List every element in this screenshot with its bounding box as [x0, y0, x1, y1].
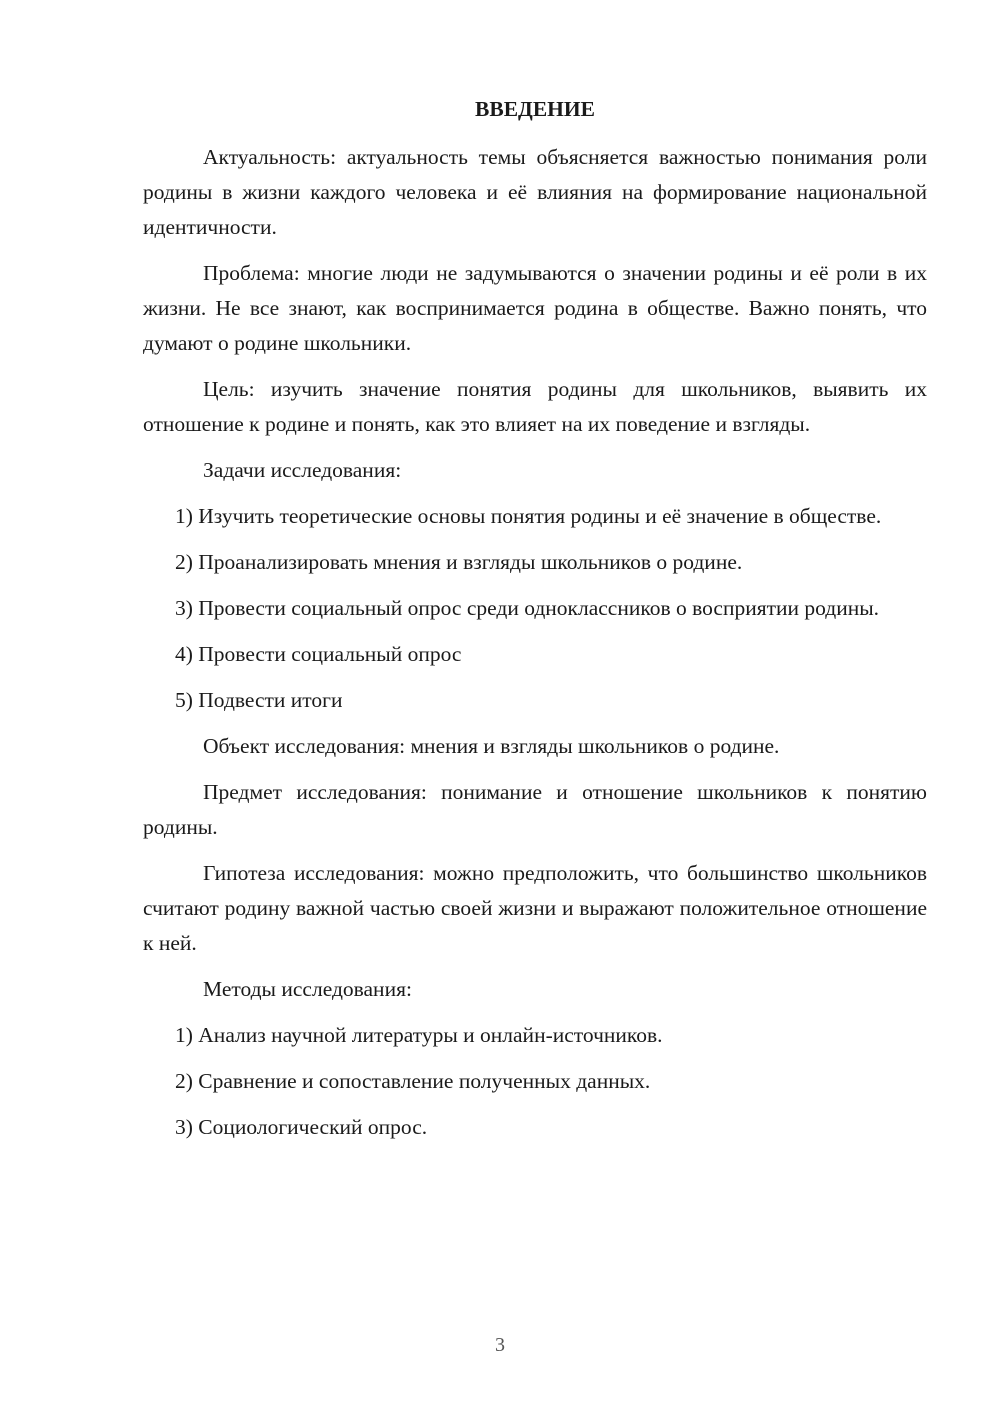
tasks-title: Задачи исследования:: [203, 458, 402, 482]
method-item: 2) Сравнение и сопоставление полученных данных.: [175, 1069, 651, 1093]
task-item: 4) Провести социальный опрос: [175, 642, 462, 666]
task-item: 3) Провести социальный опрос среди одноклассников о восприятии родины.: [175, 596, 880, 620]
page-number: 3: [495, 1334, 505, 1356]
page-content: [143, 92, 927, 1156]
method-item: 3) Социологический опрос.: [175, 1115, 428, 1139]
relevance-paragraph: Актуальность: актуальность темы объясняется важностью понимания роли родины в жизни каждого человека и её влияния на формирование национальной идентичности.: [143, 145, 927, 239]
problem-paragraph: Проблема: многие люди не задумываются о значении родины и её роли в их жизни. Не все знают, как воспринимается родина в обществе. Важно понять, что думают о родине школьники.: [143, 261, 927, 355]
goal-paragraph: Цель: изучить значение понятия родины для школьников, выявить их отношение к родине и понять, как это влияет на их поведение и взгляды.: [143, 377, 927, 436]
methods-title: Методы исследования:: [203, 977, 412, 1001]
section-heading: ВВЕДЕНИЕ: [475, 97, 595, 121]
task-item: 1) Изучить теоретические основы понятия родины и её значение в обществе.: [175, 504, 882, 528]
hypothesis-paragraph: Гипотеза исследования: можно предположить, что большинство школьников считают родину важной частью своей жизни и выражают положительное отношение к ней.: [143, 861, 927, 955]
task-item: 2) Проанализировать мнения и взгляды школьников о родине.: [175, 550, 743, 574]
task-item: 5) Подвести итоги: [175, 688, 343, 712]
subject-paragraph: Предмет исследования: понимание и отношение школьников к понятию родины.: [143, 780, 927, 839]
method-item: 1) Анализ научной литературы и онлайн-источников.: [175, 1023, 663, 1047]
object-paragraph: Объект исследования: мнения и взгляды школьников о родине.: [203, 734, 780, 758]
